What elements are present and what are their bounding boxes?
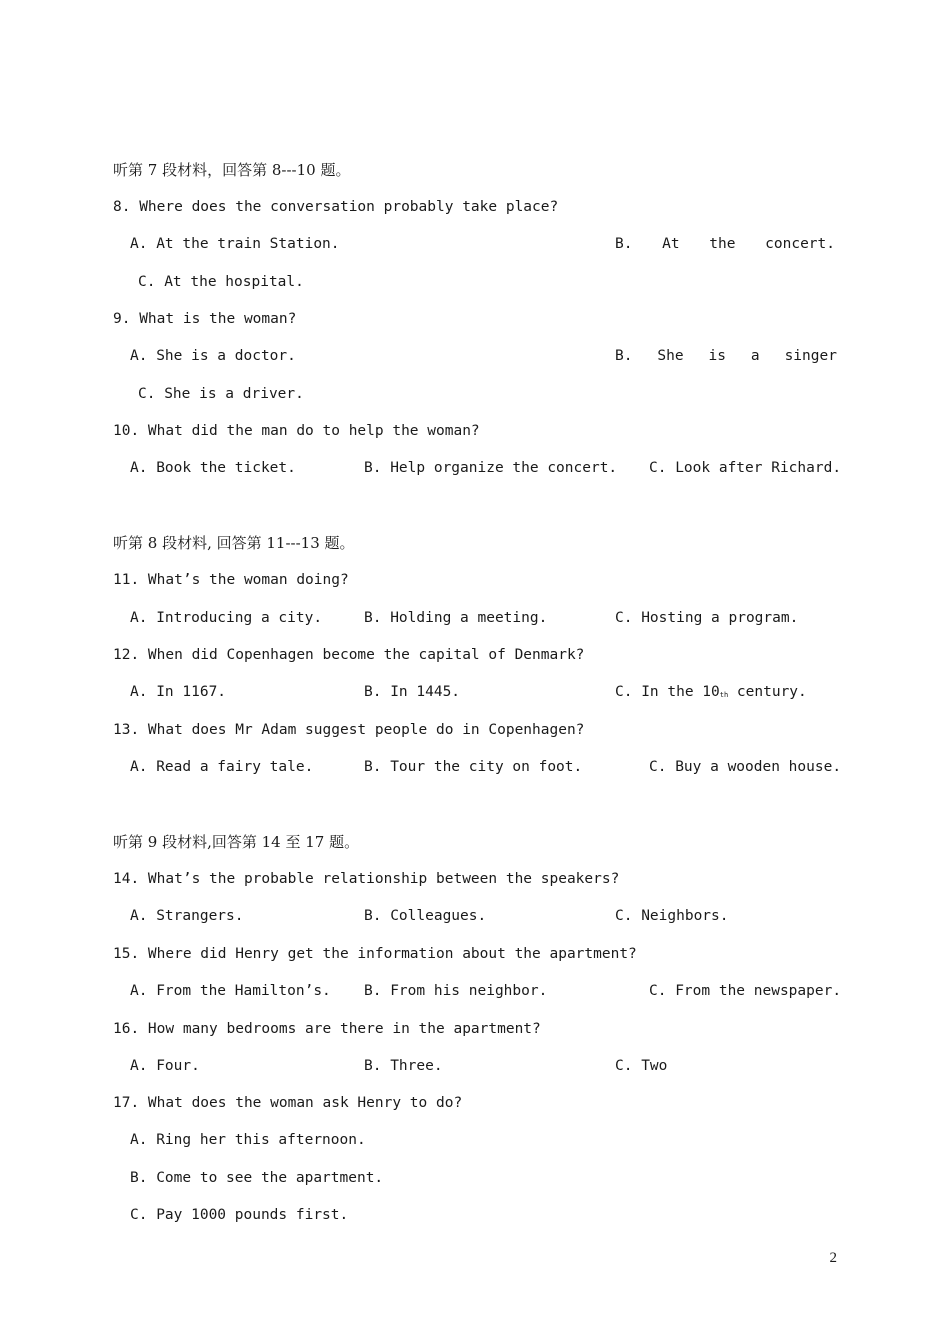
question-9-option-a: A. She is a doctor. (130, 348, 296, 364)
question-14-option-b: B. Colleagues. (364, 908, 487, 924)
question-9-stem: 9. What is the woman? (113, 311, 297, 327)
question-17-stem: 17. What does the woman ask Henry to do? (113, 1095, 463, 1111)
question-9-option-c: C. She is a driver. (138, 386, 304, 402)
section-heading-1: 听第 7 段材料，回答第 8---10 题。 (113, 161, 351, 179)
question-11-option-c: C. Hosting a program. (615, 610, 799, 626)
question-12-option-c (615, 682, 807, 704)
question-13-stem: 13. What does Mr Adam suggest people do in Copenhagen? (113, 722, 585, 738)
question-8-stem: 8. Where does the conversation probably take place? (113, 199, 559, 215)
question-15-option-a: A. From the Hamilton’s. (130, 983, 331, 999)
question-17-option-a: A. Ring her this afternoon. (130, 1132, 366, 1148)
question-11-stem: 11. What’s the woman doing? (113, 572, 349, 588)
question-13-option-a: A. Read a fairy tale. (130, 759, 314, 775)
question-11-option-b: B. Holding a meeting. (364, 610, 548, 626)
option-b-part: is (708, 348, 726, 364)
option-b-part: She (657, 348, 684, 364)
option-b-part: concert. (765, 236, 835, 252)
option-b-part: a (750, 348, 760, 364)
question-8-option-b (615, 234, 835, 254)
question-17-option-c: C. Pay 1000 pounds first. (130, 1207, 349, 1223)
option-c-text: C. In the 10 (615, 684, 720, 700)
question-11-option-a: A. Introducing a city. (130, 610, 323, 626)
question-10-option-b: B. Help organize the concert. (364, 460, 618, 476)
question-12-option-b: B. In 1445. (364, 684, 461, 700)
option-b-part: the (709, 236, 736, 252)
question-10-option-a: A. Book the ticket. (130, 460, 296, 476)
question-13-option-b: B. Tour the city on foot. (364, 759, 583, 775)
question-14-option-c: C. Neighbors. (615, 908, 729, 924)
section-heading-2: 听第 8 段材料, 回答第 11---13 题。 (113, 534, 355, 552)
section-heading-3: 听第 9 段材料,回答第 14 至 17 题。 (113, 833, 360, 851)
question-8-option-c: C. At the hospital. (138, 274, 304, 290)
question-15-stem: 15. Where did Henry get the information about the apartment? (113, 946, 637, 962)
question-12-stem: 12. When did Copenhagen become the capital of Denmark? (113, 647, 585, 663)
question-14-option-a: A. Strangers. (130, 908, 244, 924)
question-12-option-a: A. In 1167. (130, 684, 227, 700)
question-16-option-a: A. Four. (130, 1058, 200, 1074)
question-16-option-c: C. Two (615, 1058, 668, 1074)
question-16-stem: 16. How many bedrooms are there in the apartment? (113, 1021, 541, 1037)
ordinal-suffix: th (719, 691, 729, 699)
question-9-option-b (615, 346, 837, 366)
option-b-part: singer (784, 348, 837, 364)
option-b-part: B. (615, 348, 633, 364)
question-15-option-b: B. From his neighbor. (364, 983, 548, 999)
question-14-stem: 14. What’s the probable relationship between the speakers? (113, 871, 620, 887)
question-15-option-c: C. From the newspaper. (649, 983, 842, 999)
question-13-option-c: C. Buy a wooden house. (649, 759, 842, 775)
option-c-text-end: century. (728, 684, 807, 700)
question-10-stem: 10. What did the man do to help the woman? (113, 423, 480, 439)
question-10-option-c: C. Look after Richard. (649, 460, 842, 476)
question-16-option-b: B. Three. (364, 1058, 443, 1074)
question-8-option-a: A. At the train Station. (130, 236, 340, 252)
option-b-part: At (662, 236, 680, 252)
option-b-part: B. (615, 236, 633, 252)
page-number: 2 (829, 1250, 837, 1266)
question-17-option-b: B. Come to see the apartment. (130, 1170, 384, 1186)
